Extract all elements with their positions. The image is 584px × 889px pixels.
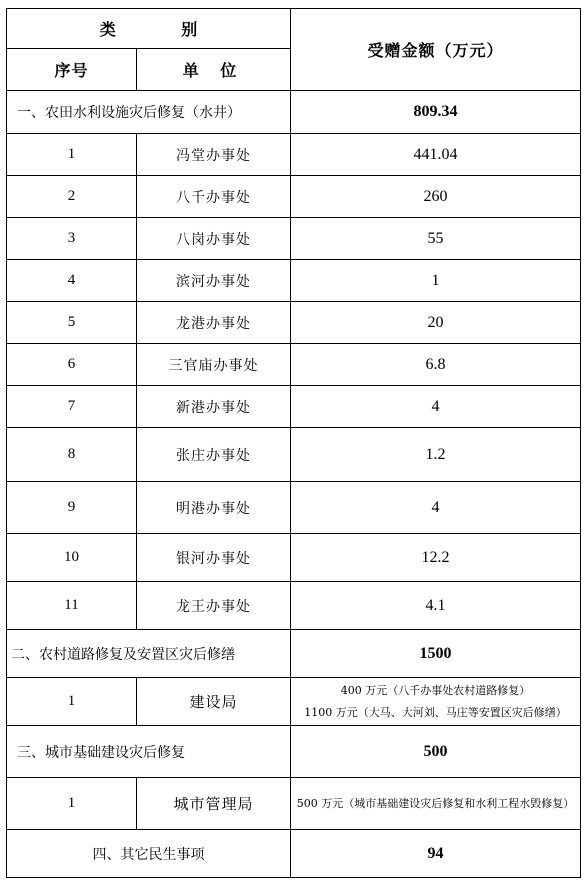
header-row-1 [7,9,581,49]
table-row [7,344,581,386]
row-amount: 55 [291,218,581,260]
row-amount: 4.1 [291,582,581,630]
row-unit: 三官庙办事处 [137,344,291,386]
row-unit: 冯堂办事处 [137,134,291,176]
donation-table [6,8,581,878]
row-index: 6 [7,344,137,386]
table-row [7,176,581,218]
section-row [7,830,581,878]
row-unit: 城市管理局 [137,778,291,830]
section-title: 二、农村道路修复及安置区灾后修缮 [7,630,291,678]
row-index: 8 [7,428,137,482]
table-row [7,386,581,428]
row-index: 1 [7,778,137,830]
row-amount: 20 [291,302,581,344]
table-row [7,778,581,830]
row-unit: 建设局 [137,678,291,726]
note-line: 1100 万元（大马、大河刘、马庄等安置区灾后修缮） [304,705,567,719]
row-index: 5 [7,302,137,344]
row-note [291,678,581,726]
row-unit: 明港办事处 [137,482,291,534]
header-unit: 单 位 [137,49,291,91]
table-row [7,582,581,630]
row-amount: 1.2 [291,428,581,482]
note-line: 400 万元（八千办事处农村道路修复） [340,683,531,697]
table-row [7,428,581,482]
row-index: 7 [7,386,137,428]
row-unit: 滨河办事处 [137,260,291,302]
table-row [7,302,581,344]
section-title: 一、农田水利设施灾后修复（水井） [7,91,291,134]
row-amount: 6.8 [291,344,581,386]
note-line: 500 万元（城市基础建设灾后修复和水利工程水毁修复） [296,796,575,810]
header-index: 序号 [7,49,137,91]
section-row [7,726,581,778]
row-amount: 12.2 [291,534,581,582]
row-index: 2 [7,176,137,218]
header-category: 类 别 [7,9,291,49]
table-row [7,482,581,534]
row-amount: 441.04 [291,134,581,176]
table-row [7,678,581,726]
section-total: 500 [291,726,581,778]
row-amount: 4 [291,482,581,534]
table-row [7,260,581,302]
row-amount: 260 [291,176,581,218]
row-unit: 银河办事处 [137,534,291,582]
row-index: 11 [7,582,137,630]
table-row [7,134,581,176]
row-index: 9 [7,482,137,534]
section-total: 809.34 [291,91,581,134]
row-unit: 龙王办事处 [137,582,291,630]
table-row [7,534,581,582]
row-unit: 新港办事处 [137,386,291,428]
row-index: 1 [7,134,137,176]
section-title: 四、其它民生事项 [7,830,291,878]
row-amount: 4 [291,386,581,428]
row-index: 4 [7,260,137,302]
header-amount: 受赠金额（万元） [291,9,581,91]
row-amount: 1 [291,260,581,302]
row-index: 10 [7,534,137,582]
section-total: 1500 [291,630,581,678]
row-unit: 八岗办事处 [137,218,291,260]
row-index: 3 [7,218,137,260]
table-row [7,218,581,260]
row-note [291,778,581,830]
row-index: 1 [7,678,137,726]
section-title: 三、城市基础建设灾后修复 [7,726,291,778]
row-unit: 八千办事处 [137,176,291,218]
section-row [7,630,581,678]
row-unit: 张庄办事处 [137,428,291,482]
section-total: 94 [291,830,581,878]
section-row [7,91,581,134]
row-unit: 龙港办事处 [137,302,291,344]
